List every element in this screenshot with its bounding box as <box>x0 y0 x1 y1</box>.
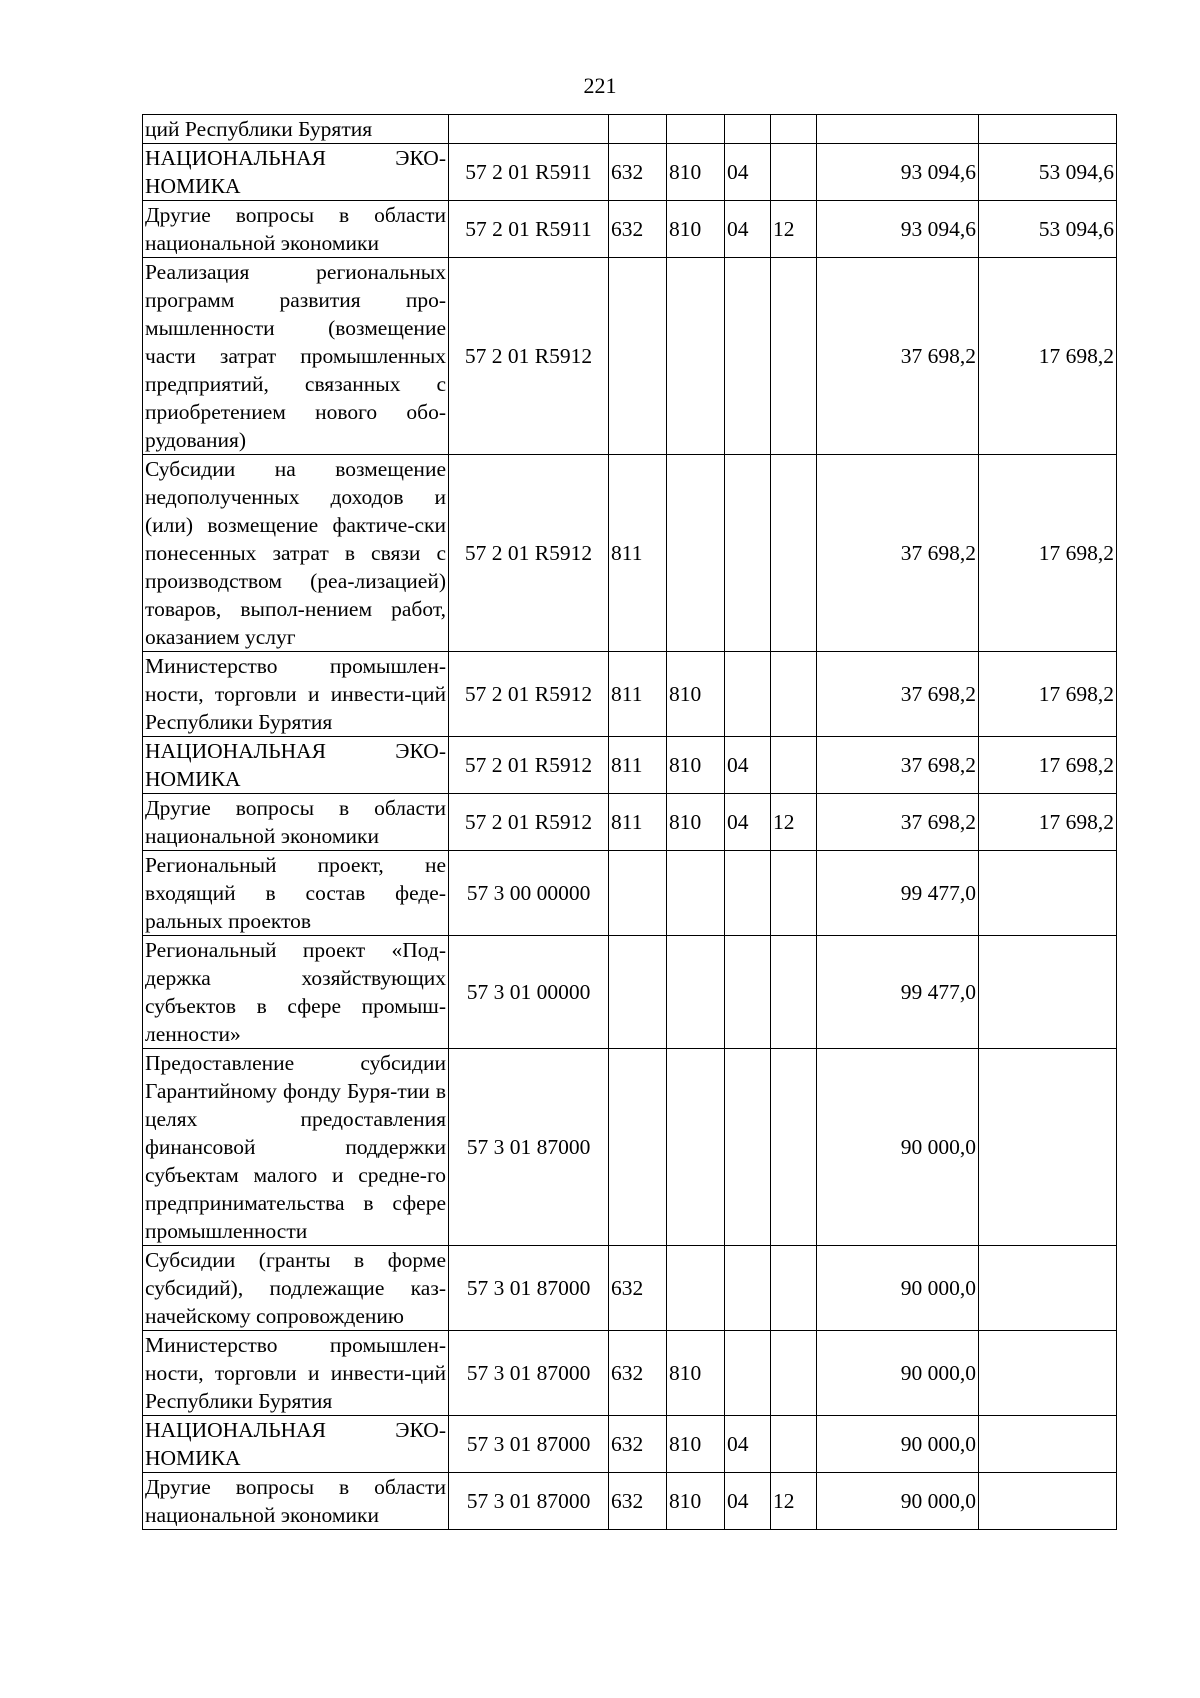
row-expense-type <box>609 115 667 144</box>
table-row <box>143 1049 1117 1246</box>
row-sum-second <box>979 115 1117 144</box>
row-sum-first: 99 477,0 <box>817 936 979 1049</box>
row-sum-first: 90 000,0 <box>817 1246 979 1331</box>
table-row <box>143 115 1117 144</box>
row-target-code: 57 3 00 00000 <box>449 851 609 936</box>
row-admin-code <box>667 1049 725 1246</box>
row-name: Другие вопросы в области национальной экономики <box>143 201 449 258</box>
row-admin-code <box>667 851 725 936</box>
row-sum-first: 37 698,2 <box>817 652 979 737</box>
table-row <box>143 201 1117 258</box>
row-sum-first: 90 000,0 <box>817 1416 979 1473</box>
row-subsection <box>771 936 817 1049</box>
row-admin-code: 810 <box>667 1416 725 1473</box>
row-expense-type: 811 <box>609 737 667 794</box>
row-sum-first: 37 698,2 <box>817 794 979 851</box>
row-sum-first: 37 698,2 <box>817 455 979 652</box>
row-sum-first: 93 094,6 <box>817 144 979 201</box>
row-subsection <box>771 1049 817 1246</box>
row-admin-code: 810 <box>667 794 725 851</box>
row-section: 04 <box>725 794 771 851</box>
row-admin-code <box>667 1246 725 1331</box>
row-expense-type: 811 <box>609 794 667 851</box>
row-sum-second <box>979 936 1117 1049</box>
table-row <box>143 144 1117 201</box>
row-section <box>725 1246 771 1331</box>
row-expense-type <box>609 851 667 936</box>
row-name: Предоставление субсидии Гарантийному фонду Буря-тии в целях предоставления финансовой поддержки субъектам малого и средне-го предпринимательства в сфере промышленности <box>143 1049 449 1246</box>
row-subsection <box>771 737 817 794</box>
table-row <box>143 794 1117 851</box>
budget-table <box>142 114 1117 1530</box>
row-name: Субсидии на возмещение недополученных доходов и (или) возмещение фактиче-ски понесенных затрат в связи с производством (реа-лизацией) товаров, выпол-нением работ, оказанием услуг <box>143 455 449 652</box>
row-sum-second <box>979 1246 1117 1331</box>
row-subsection <box>771 851 817 936</box>
row-target-code: 57 2 01 R5912 <box>449 258 609 455</box>
row-expense-type <box>609 258 667 455</box>
row-name: Другие вопросы в области национальной экономики <box>143 794 449 851</box>
row-admin-code <box>667 115 725 144</box>
row-target-code: 57 2 01 R5912 <box>449 455 609 652</box>
row-admin-code: 810 <box>667 1331 725 1416</box>
row-section: 04 <box>725 201 771 258</box>
row-expense-type: 632 <box>609 1473 667 1530</box>
row-sum-second <box>979 1049 1117 1246</box>
row-subsection: 12 <box>771 201 817 258</box>
table-row <box>143 1246 1117 1331</box>
row-section <box>725 1049 771 1246</box>
table-row <box>143 652 1117 737</box>
row-expense-type: 811 <box>609 652 667 737</box>
row-sum-second: 17 698,2 <box>979 737 1117 794</box>
row-sum-first: 37 698,2 <box>817 737 979 794</box>
row-name: Другие вопросы в области национальной экономики <box>143 1473 449 1530</box>
row-sum-first: 90 000,0 <box>817 1331 979 1416</box>
page-number: 221 <box>583 73 617 98</box>
row-section: 04 <box>725 144 771 201</box>
row-name: НАЦИОНАЛЬНАЯ ЭКО-НОМИКА <box>143 144 449 201</box>
row-name: Региональный проект, не входящий в состав феде-ральных проектов <box>143 851 449 936</box>
row-sum-first: 90 000,0 <box>817 1049 979 1246</box>
table-row <box>143 455 1117 652</box>
row-section <box>725 258 771 455</box>
row-name: НАЦИОНАЛЬНАЯ ЭКО-НОМИКА <box>143 737 449 794</box>
row-section <box>725 936 771 1049</box>
table-row <box>143 1416 1117 1473</box>
row-sum-first: 37 698,2 <box>817 258 979 455</box>
row-sum-second <box>979 1473 1117 1530</box>
row-section <box>725 1331 771 1416</box>
row-sum-second: 17 698,2 <box>979 258 1117 455</box>
row-section: 04 <box>725 1473 771 1530</box>
row-subsection <box>771 455 817 652</box>
row-name: ций Республики Бурятия <box>143 115 449 144</box>
row-sum-second: 53 094,6 <box>979 144 1117 201</box>
row-subsection <box>771 1246 817 1331</box>
row-admin-code: 810 <box>667 737 725 794</box>
row-sum-second: 17 698,2 <box>979 652 1117 737</box>
table-row <box>143 936 1117 1049</box>
row-admin-code: 810 <box>667 144 725 201</box>
row-section <box>725 652 771 737</box>
row-admin-code <box>667 455 725 652</box>
row-section <box>725 455 771 652</box>
row-admin-code <box>667 258 725 455</box>
row-target-code: 57 3 01 87000 <box>449 1473 609 1530</box>
table-row <box>143 258 1117 455</box>
row-admin-code: 810 <box>667 201 725 258</box>
row-name: Субсидии (гранты в форме субсидий), подлежащие каз-начейскому сопровождению <box>143 1246 449 1331</box>
row-expense-type: 632 <box>609 201 667 258</box>
row-target-code: 57 2 01 R5911 <box>449 144 609 201</box>
row-target-code <box>449 115 609 144</box>
row-sum-second <box>979 1416 1117 1473</box>
row-sum-first <box>817 115 979 144</box>
row-section <box>725 115 771 144</box>
row-expense-type: 811 <box>609 455 667 652</box>
row-sum-second: 53 094,6 <box>979 201 1117 258</box>
row-sum-second <box>979 851 1117 936</box>
row-target-code: 57 3 01 87000 <box>449 1049 609 1246</box>
table-row <box>143 1331 1117 1416</box>
table-row <box>143 851 1117 936</box>
row-sum-second: 17 698,2 <box>979 794 1117 851</box>
row-target-code: 57 2 01 R5911 <box>449 201 609 258</box>
row-target-code: 57 3 01 87000 <box>449 1331 609 1416</box>
row-subsection <box>771 1331 817 1416</box>
row-subsection <box>771 258 817 455</box>
row-target-code: 57 2 01 R5912 <box>449 737 609 794</box>
row-subsection <box>771 1416 817 1473</box>
row-sum-first: 90 000,0 <box>817 1473 979 1530</box>
table-row <box>143 737 1117 794</box>
row-expense-type <box>609 936 667 1049</box>
row-target-code: 57 2 01 R5912 <box>449 794 609 851</box>
row-sum-second <box>979 1331 1117 1416</box>
row-section: 04 <box>725 737 771 794</box>
row-name: Министерство промышлен-ности, торговли и инвести-ций Республики Бурятия <box>143 652 449 737</box>
row-name: НАЦИОНАЛЬНАЯ ЭКО-НОМИКА <box>143 1416 449 1473</box>
row-subsection: 12 <box>771 794 817 851</box>
row-name: Региональный проект «Под-держка хозяйствующих субъектов в сфере промыш-ленности» <box>143 936 449 1049</box>
row-target-code: 57 3 01 00000 <box>449 936 609 1049</box>
row-expense-type: 632 <box>609 1246 667 1331</box>
row-section: 04 <box>725 1416 771 1473</box>
row-expense-type: 632 <box>609 1331 667 1416</box>
row-subsection <box>771 652 817 737</box>
row-subsection <box>771 115 817 144</box>
row-target-code: 57 3 01 87000 <box>449 1416 609 1473</box>
row-target-code: 57 3 01 87000 <box>449 1246 609 1331</box>
row-admin-code: 810 <box>667 652 725 737</box>
row-sum-second: 17 698,2 <box>979 455 1117 652</box>
row-target-code: 57 2 01 R5912 <box>449 652 609 737</box>
row-sum-first: 93 094,6 <box>817 201 979 258</box>
row-section <box>725 851 771 936</box>
row-expense-type <box>609 1049 667 1246</box>
row-expense-type: 632 <box>609 1416 667 1473</box>
row-admin-code <box>667 936 725 1049</box>
table-row <box>143 1473 1117 1530</box>
row-subsection <box>771 144 817 201</box>
row-subsection: 12 <box>771 1473 817 1530</box>
row-name: Министерство промышлен-ности, торговли и инвести-ций Республики Бурятия <box>143 1331 449 1416</box>
row-admin-code: 810 <box>667 1473 725 1530</box>
row-name: Реализация региональных программ развития про-мышленности (возмещение части затрат промышленных предприятий, связанных с приобретением нового обо-рудования) <box>143 258 449 455</box>
row-expense-type: 632 <box>609 144 667 201</box>
row-sum-first: 99 477,0 <box>817 851 979 936</box>
